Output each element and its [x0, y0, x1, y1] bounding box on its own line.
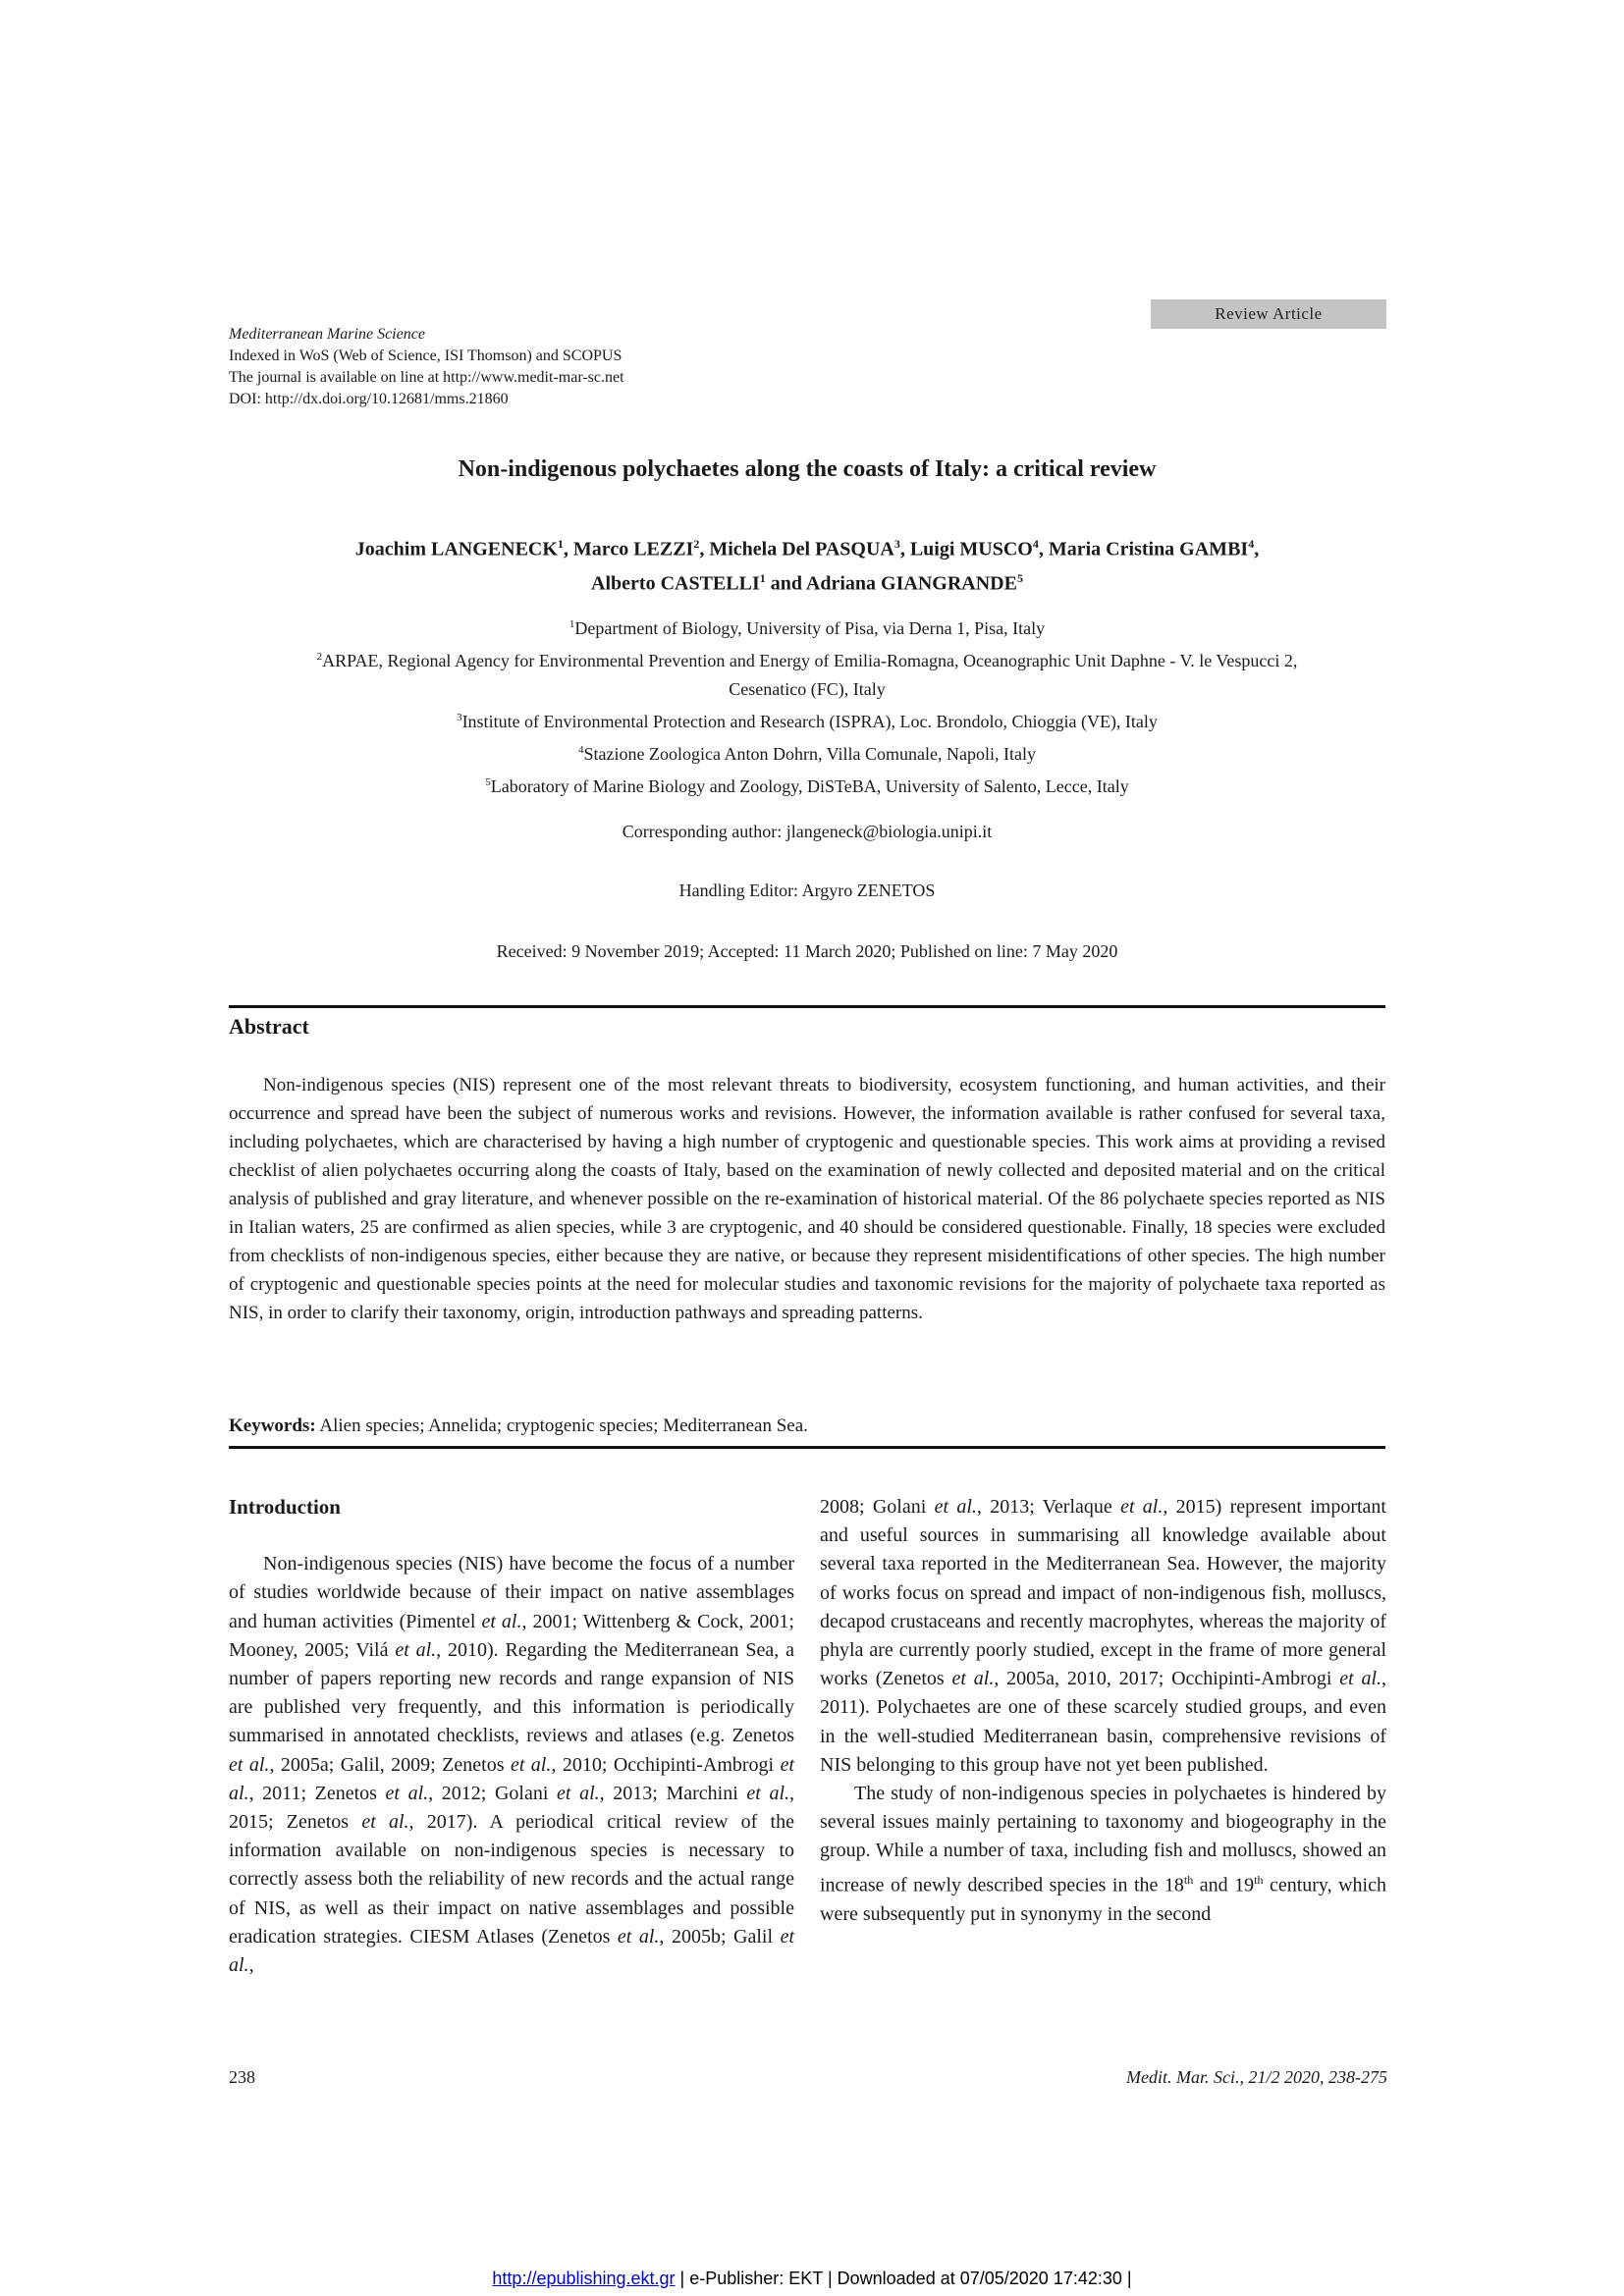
- journal-available: The journal is available on line at http://www.medit-mar-sc.net: [229, 369, 624, 386]
- affiliation: [229, 611, 1385, 643]
- paper-title: Non-indigenous polychaetes along the coasts of Italy: a critical review: [458, 456, 1157, 482]
- author-affiliation-mark: 4: [1248, 537, 1255, 551]
- intro-paragraph-continued: 2008; Golani et al., 2013; Verlaque et al., 2015) represent important and useful sources in summarising all knowledge available about several taxa reported in the Mediterranean Sea. However, the majority of works focus on spread and impact of non-indigenous fish, molluscs, decapod crustaceans and recently macrophytes, whereas the majority of phyla are currently poorly studied, except in the frame of more general works (Zenetos et al., 2005a, 2010, 2017; Occhipinti-Ambrogi et al., 2011). Polychaetes are one of these scarcely studied groups, and even in the well-studied Mediterranean basin, comprehensive revisions of NIS belonging to this group have not yet been published.: [820, 1496, 1387, 1776]
- author-affiliation-mark: 1: [759, 570, 766, 585]
- affiliation-text: Department of Biology, University of Pisa, via Derna 1, Pisa, Italy: [574, 618, 1046, 638]
- author-affiliation-mark: 4: [1032, 537, 1039, 551]
- affiliation: [229, 643, 1385, 704]
- affiliation-text: Laboratory of Marine Biology and Zoology, DiSTeBA, University of Salento, Lecce, Italy: [490, 776, 1129, 796]
- keywords: [229, 1412, 1385, 1440]
- affiliation: [229, 704, 1385, 736]
- journal-doi: DOI: http://dx.doi.org/10.12681/mms.21860: [229, 391, 509, 407]
- introduction-heading: Introduction: [229, 1495, 341, 1519]
- author-name: Marco LEZZI: [572, 538, 694, 561]
- author-name: Adriana GIANGRANDE: [805, 572, 1017, 595]
- journal-info: [229, 324, 624, 410]
- author-name: Alberto CASTELLI: [591, 572, 760, 595]
- affiliation-text: Institute of Environmental Protection and Research (ISPRA), Loc. Brondolo, Chioggia (VE), Italy: [461, 712, 1158, 731]
- affiliation-mark: 2: [316, 651, 323, 663]
- author-name: Maria Cristina GAMBI: [1048, 538, 1249, 561]
- journal-citation: Medit. Mar. Sci., 21/2 2020, 238-275: [1126, 2067, 1387, 2087]
- affiliation: [229, 736, 1385, 769]
- journal-name: Mediterranean Marine Science: [229, 326, 425, 343]
- body-column-right: [820, 1493, 1386, 1929]
- affiliation-mark: 5: [485, 776, 491, 788]
- article-dates: Received: 9 November 2019; Accepted: 11 March 2020; Published on line: 7 May 2020: [496, 941, 1118, 961]
- affiliation: [229, 769, 1385, 801]
- handling-editor: Handling Editor: Argyro ZENETOS: [678, 881, 936, 900]
- author-affiliation-mark: 2: [693, 537, 700, 551]
- affiliation-text: ARPAE, Regional Agency for Environmental Prevention and Energy of Emilia-Romagna, Oceanographic Unit Daphne - V. le Vespucci 2, Cesenatico (FC), Italy: [322, 651, 1298, 699]
- abstract-heading: Abstract: [229, 1014, 309, 1039]
- intro-text-right: [820, 1493, 1386, 1929]
- intro-paragraph: Non-indigenous species (NIS) have become the focus of a number of studies worldwide because of their impact on native assemblages and human activities (Pimentel et al., 2001; Wittenberg & Cock, 2001; Mooney, 2005; Vilá et al., 2010). Regarding the Mediterranean Sea, a number of papers reporting new records and range expansion of NIS are published very frequently, and this information is periodically summarised in annotated checklists, reviews and atlases (e.g. Zenetos et al., 2005a; Galil, 2009; Zenetos et al., 2010; Occhipinti-Ambrogi et al., 2011; Zenetos et al., 2012; Golani et al., 2013; Marchini et al., 2015; Zenetos et al., 2017). A periodical critical review of the information available on non-indigenous species is necessary to correctly assess both the reliability of new records and the actual range of NIS, as well as their impact on native assemblages and possible eradication strategies. CIESM Atlases (Zenetos et al., 2005b; Galil et al.,: [229, 1553, 795, 1977]
- download-info: | e-Publisher: EKT | Downloaded at 07/05/2020 17:42:30 |: [675, 2269, 1132, 2288]
- author-name: Joachim LANGENECK: [354, 538, 558, 561]
- author-affiliation-mark: 3: [893, 537, 900, 551]
- download-notice: [0, 2269, 1624, 2289]
- keywords-label: Keywords:: [229, 1415, 316, 1436]
- body-column-left: [229, 1493, 794, 1980]
- affiliation-mark: 1: [568, 618, 575, 630]
- intro-paragraph: The study of non-indigenous species in polychaetes is hindered by several issues mainly pertaining to taxonomy and biogeography in the group. While a number of taxa, including fish and molluscs, showed an increase of newly described species in the 18th and 19th century, which were subsequently put in synonymy in the second: [820, 1783, 1386, 1925]
- page-number: 238: [229, 2067, 255, 2087]
- abstract-text: Non-indigenous species (NIS) represent one of the most relevant threats to biodiversity, ecosystem functioning, and human activities, and their occurrence and spread have been the subject of numerous works and revisions. However, the information available is rather confused for several taxa, including polychaetes, which are characterised by having a high number of cryptogenic and questionable species. This work aims at providing a revised checklist of alien polychaetes occurring along the coasts of Italy, based on the examination of newly collected and deposited material and on the critical analysis of published and gray literature, and whenever possible on the re-examination of historical material. Of the 86 polychaete species reported as NIS in Italian waters, 25 are confirmed as alien species, while 3 are cryptogenic, and 40 should be considered questionable. Finally, 18 species were excluded from checklists of non-indigenous species, either because they are native, or because they represent misidentifications of other species. The high number of cryptogenic and questionable species points at the need for molecular studies and taxonomic revisions for the majority of polychaete taxa reported as NIS, in order to clarify their taxonomy, origin, introduction pathways and spreading patterns.: [229, 1075, 1385, 1323]
- author-name: Luigi MUSCO: [909, 538, 1033, 561]
- abstract-top-rule: [229, 1005, 1385, 1008]
- author-affiliation-mark: 5: [1016, 570, 1023, 585]
- affiliation-list: [229, 611, 1385, 801]
- author-list: Joachim LANGENECK$^1$, Marco LEZZI$^2$, Michela Del PASQUA$^3$, Luigi MUSCO$^4$, Maria Cristina GAMBI$^4$, Alberto CASTELLI$^1$ and Adriana GIANGRANDE$^5$: [354, 537, 1260, 595]
- keywords-text: Alien species; Annelida; cryptogenic species; Mediterranean Sea.: [319, 1415, 808, 1436]
- intro-text-left: [229, 1550, 794, 1980]
- journal-indexed: Indexed in WoS (Web of Science, ISI Thomson) and SCOPUS: [229, 347, 623, 364]
- author-affiliation-mark: 1: [557, 537, 564, 551]
- affiliation-mark: 4: [577, 744, 584, 756]
- abstract-bottom-rule: [229, 1446, 1385, 1449]
- epublishing-link[interactable]: http://epublishing.ekt.gr: [492, 2269, 676, 2288]
- affiliation-mark: 3: [457, 712, 462, 723]
- article-type-badge: Review Article: [1151, 299, 1386, 329]
- author-name: Michela Del PASQUA: [709, 538, 894, 561]
- corresponding-author: Corresponding author: jlangeneck@biologia.unipi.it: [622, 822, 993, 841]
- affiliation-text: Stazione Zoologica Anton Dohrn, Villa Comunale, Napoli, Italy: [583, 744, 1036, 764]
